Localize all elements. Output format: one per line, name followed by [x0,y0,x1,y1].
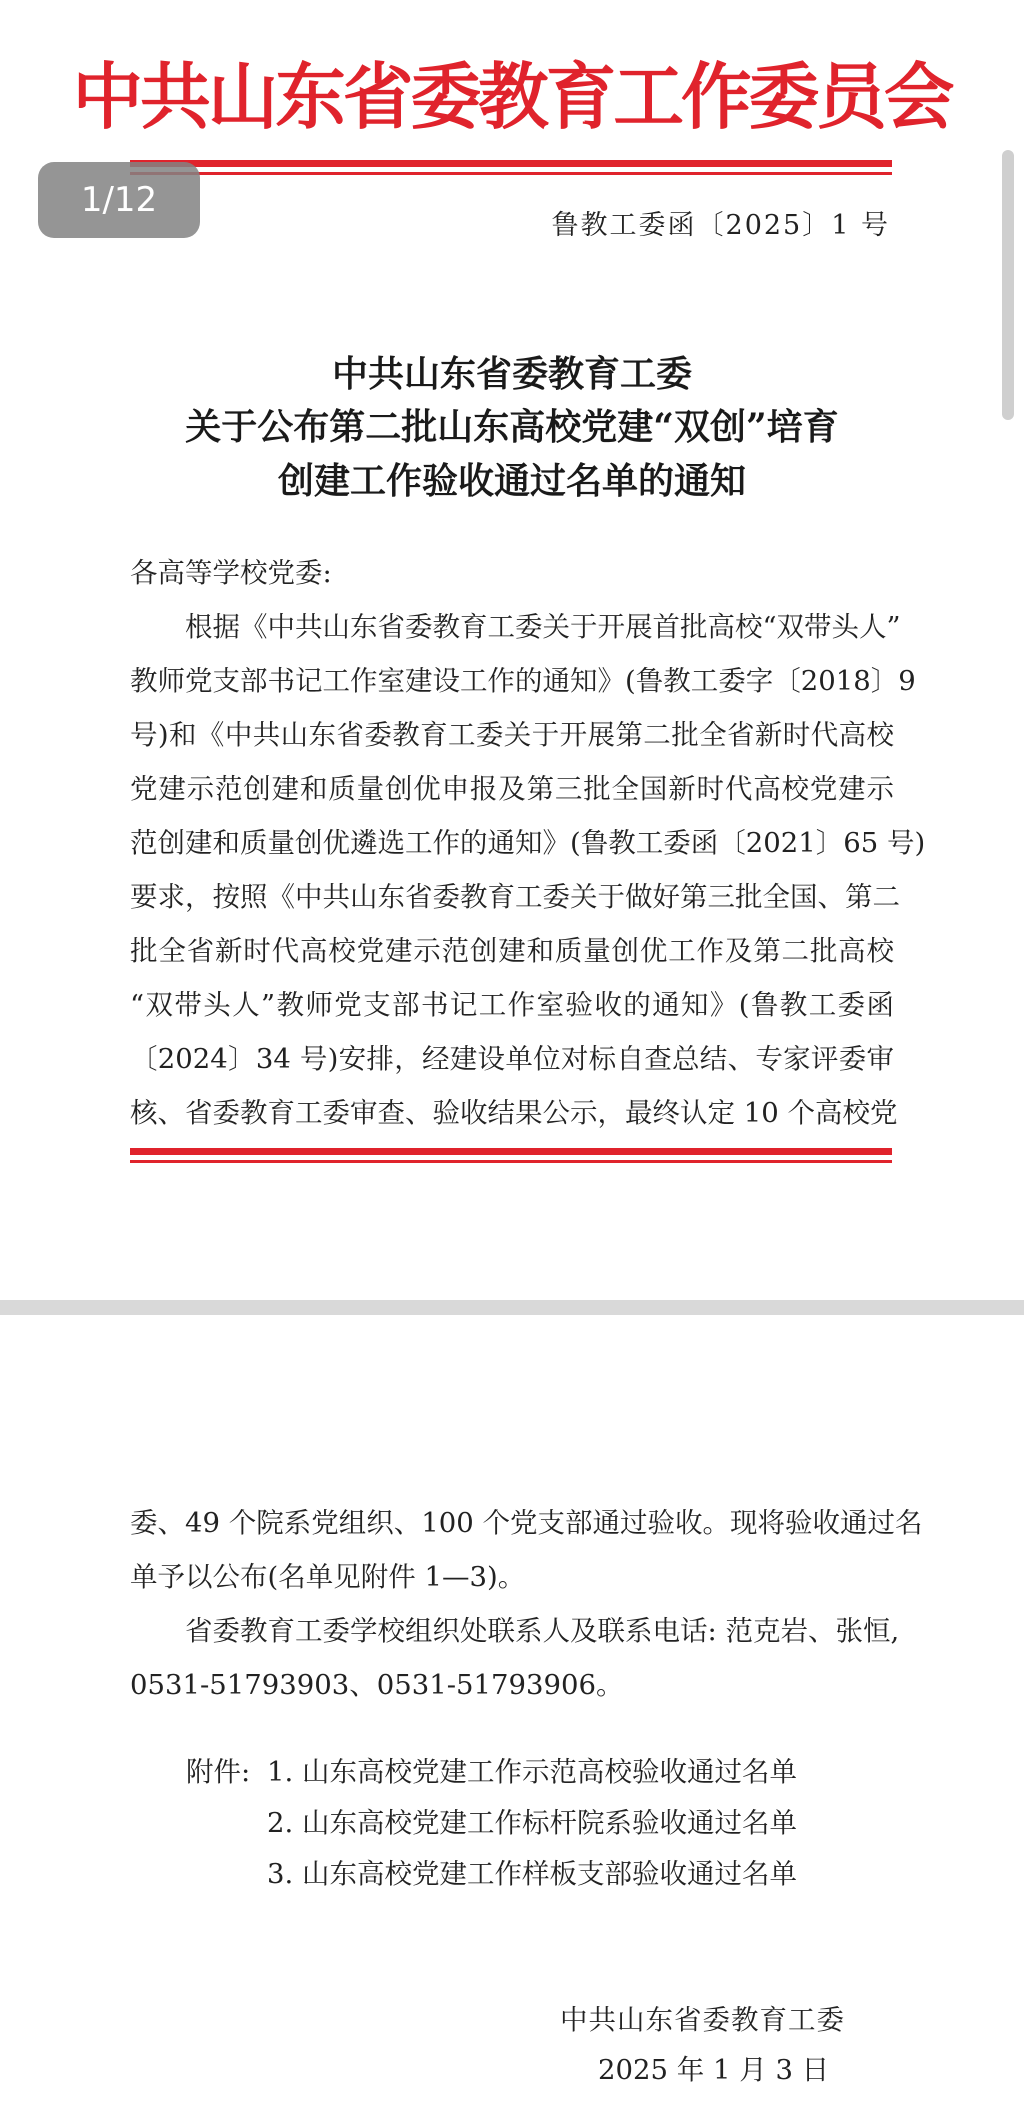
document-page-2 [0,1315,1024,2127]
paragraph-line: 〔2024〕34 号)安排，经建设单位对标自查总结、专家评委审 [130,1043,894,1075]
paragraph-line: “双带头人”教师党支部书记工作室验收的通知》(鲁教工委函 [130,989,894,1021]
paragraph-line: 党建示范创建和质量创优申报及第三批全国新时代高校党建示 [130,773,894,805]
paragraph-line: 要求，按照《中共山东省委教育工委关于做好第三批全国、第二 [130,881,900,913]
paragraph-line: 批全省新时代高校党建示范创建和质量创优工作及第二批高校 [130,935,894,967]
footer-rule-thin [130,1160,892,1163]
footer-rule-thick [130,1148,892,1155]
attachments-label: 附件: [186,1756,251,1788]
signature-org: 中共山东省委教育工委 [560,2004,845,2036]
paragraph-line: 范创建和质量创优遴选工作的通知》(鲁教工委函〔2021〕65 号) [130,827,926,859]
header-rule-thin [130,172,892,175]
paragraph-line: 核、省委教育工委审查、验收结果公示，最终认定 10 个高校党 [130,1097,898,1129]
document-number: 鲁教工委函〔2025〕1 号 [551,210,890,241]
notice-title-line-1: 中共山东省委教育工委 [331,353,692,395]
page-counter-badge: 1/12 [38,162,200,238]
attachment-item-2: 2. 山东高校党建工作标杆院系验收通过名单 [267,1807,797,1839]
notice-body-page-2 [130,1496,923,1712]
salutation: 各高等学校党委: [130,557,332,589]
signature-date: 2025 年 1 月 3 日 [598,2054,830,2086]
contact-line: 省委教育工委学校组织处联系人及联系电话: 范克岩、张恒, [130,1615,900,1647]
notice-title-line-3: 创建工作验收通过名单的通知 [277,460,746,502]
paragraph-line: 单予以公布(名单见附件 1—3)。 [130,1561,526,1593]
paragraph-line: 委、49 个院系党组织、100 个党支部通过验收。现将验收通过名 [130,1507,923,1539]
contact-phone-line: 0531-51793903、0531-51793906。 [130,1669,624,1701]
notice-title-line-2: 关于公布第二批山东高校党建“双创”培育 [185,406,839,448]
scrollbar-thumb[interactable] [1002,150,1014,420]
header-rule-thick [130,160,892,167]
attachment-item-3: 3. 山东高校党建工作样板支部验收通过名单 [267,1858,797,1890]
red-header-title: 中共山东省委教育工作委员会 [72,55,952,139]
attachment-item-1: 1. 山东高校党建工作示范高校验收通过名单 [267,1756,797,1788]
paragraph-line: 根据《中共山东省委教育工委关于开展首批高校“双带头人” [130,611,901,643]
notice-body-page-1 [130,546,926,1140]
paragraph-line: 号)和《中共山东省委教育工委关于开展第二批全省新时代高校 [130,719,894,751]
paragraph-line: 教师党支部书记工作室建设工作的通知》(鲁教工委字〔2018〕9 [130,665,916,697]
page-separator [0,1300,1024,1315]
